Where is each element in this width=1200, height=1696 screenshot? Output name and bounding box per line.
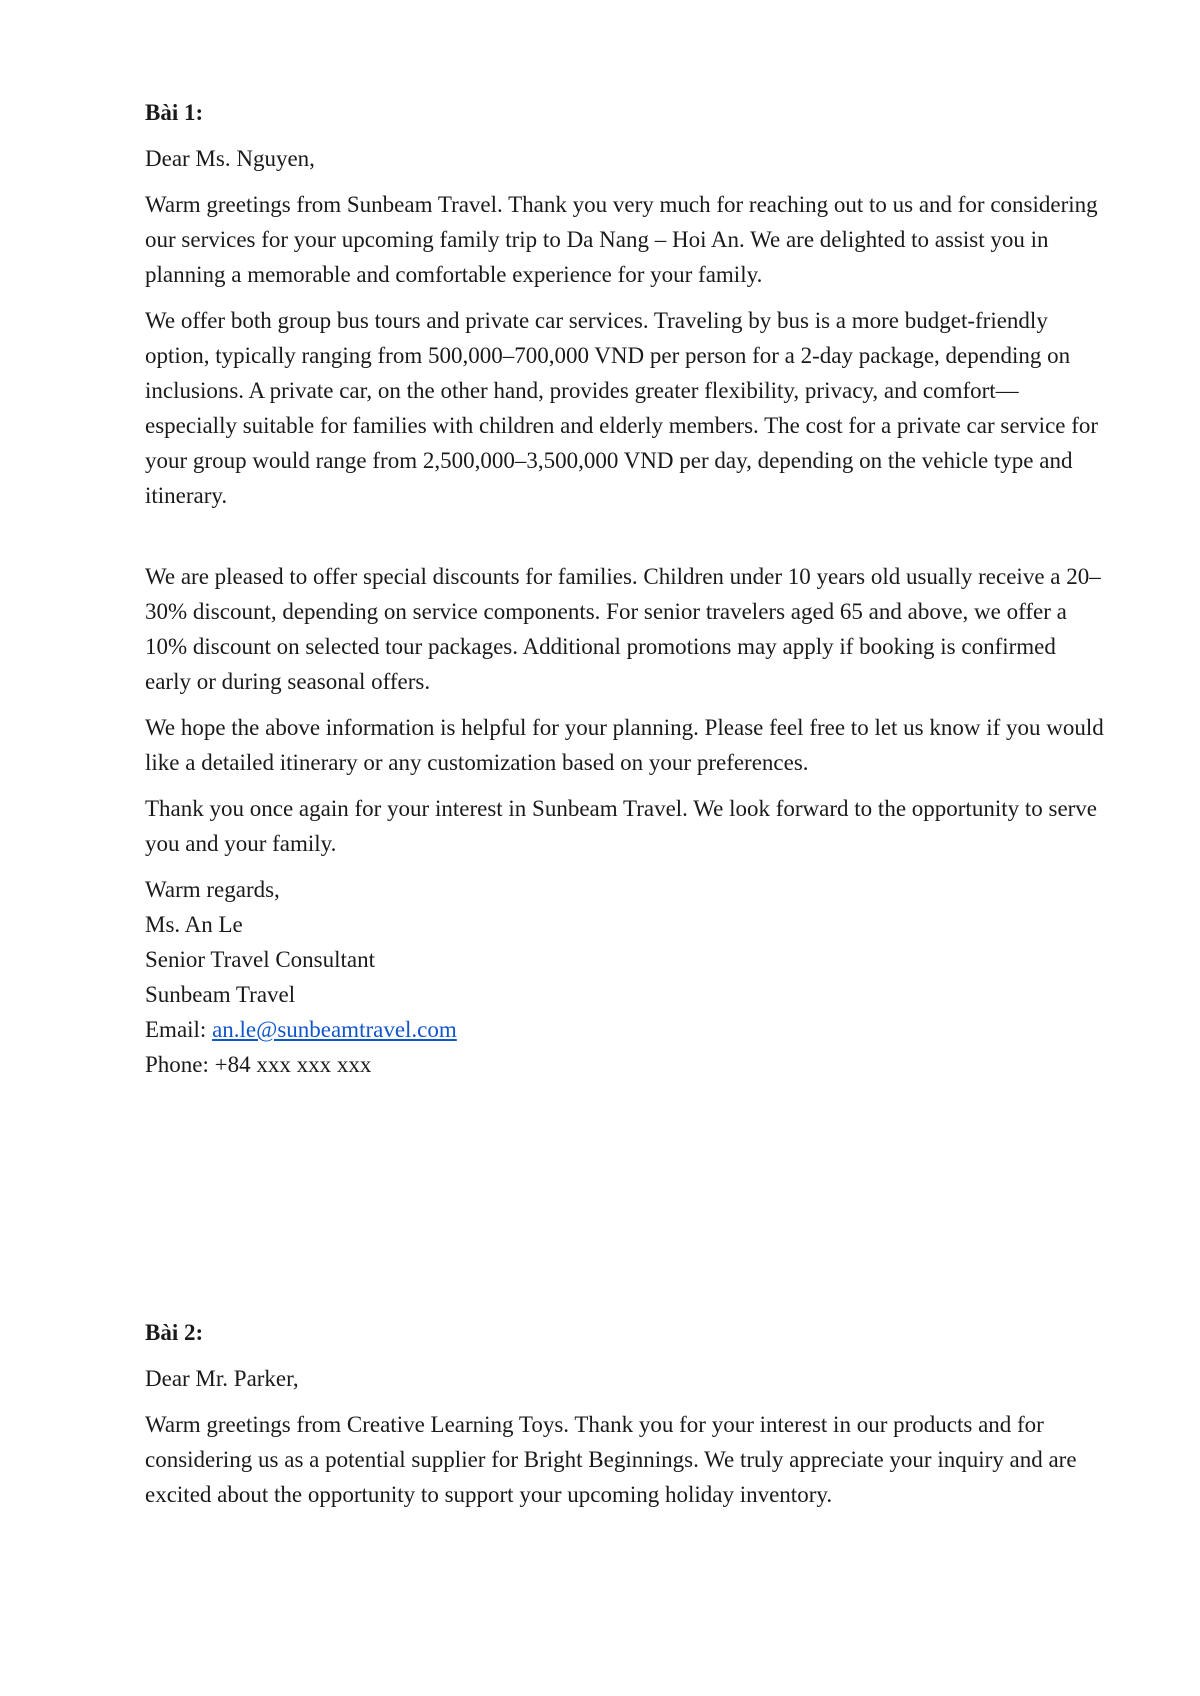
signature-company: Sunbeam Travel (145, 982, 296, 1007)
letter-paragraph-intro: Warm greetings from Sunbeam Travel. Thank you very much for reaching out to us and for considering our services for your upcoming family trip to Da Nang – Hoi An. We are delighted to assist you in planning a memorable and comfortable experience for your family. (145, 192, 1098, 287)
letter-paragraph-help: We hope the above information is helpful for your planning. Please feel free to let us know if you would like a detailed itinerary or any customization based on your preferences. (145, 715, 1104, 775)
letter-signature (145, 872, 1105, 1082)
email-label: Email: (145, 1017, 213, 1042)
letter-paragraph-discounts: We are pleased to offer special discounts for families. Children under 10 years old usually receive a 20–30% discount, depending on service components. For senior travelers aged 65 and above, we offer a 10% discount on selected tour packages. Additional promotions may apply if booking is confirmed early or during seasonal offers. (145, 564, 1101, 694)
section-heading: Bài 2: (145, 1320, 204, 1345)
email-link[interactable]: an.le@sunbeamtravel.com (212, 1017, 457, 1042)
letter-section-2 (145, 1315, 1105, 1523)
signature-closing: Warm regards, (145, 877, 280, 902)
signature-email-line (145, 1012, 1105, 1047)
letter-paragraph-thanks: Thank you once again for your interest in Sunbeam Travel. We look forward to the opportunity to serve you and your family. (145, 796, 1098, 856)
signature-name: Ms. An Le (145, 912, 243, 937)
letter-salutation: Dear Mr. Parker, (145, 1366, 299, 1391)
letter-section-1 (145, 95, 1105, 1082)
letter-paragraph-intro: Warm greetings from Creative Learning Toys. Thank you for your interest in our products and for considering us as a potential supplier for Bright Beginnings. We truly appreciate your inquiry and are excited about the opportunity to support your upcoming holiday inventory. (145, 1412, 1077, 1507)
section-heading: Bài 1: (145, 100, 204, 125)
signature-phone: Phone: +84 xxx xxx xxx (145, 1052, 372, 1077)
signature-title: Senior Travel Consultant (145, 947, 376, 972)
letter-paragraph-services: We offer both group bus tours and private car services. Traveling by bus is a more budget-friendly option, typically ranging from 500,000–700,000 VND per person for a 2-day package, depending on inclusions. A private car, on the other hand, provides greater flexibility, privacy, and comfort—especially suitable for families with children and elderly members. The cost for a private car service for your group would range from 2,500,000–3,500,000 VND per day, depending on the vehicle type and itinerary. (145, 308, 1099, 508)
letter-salutation: Dear Ms. Nguyen, (145, 146, 315, 171)
